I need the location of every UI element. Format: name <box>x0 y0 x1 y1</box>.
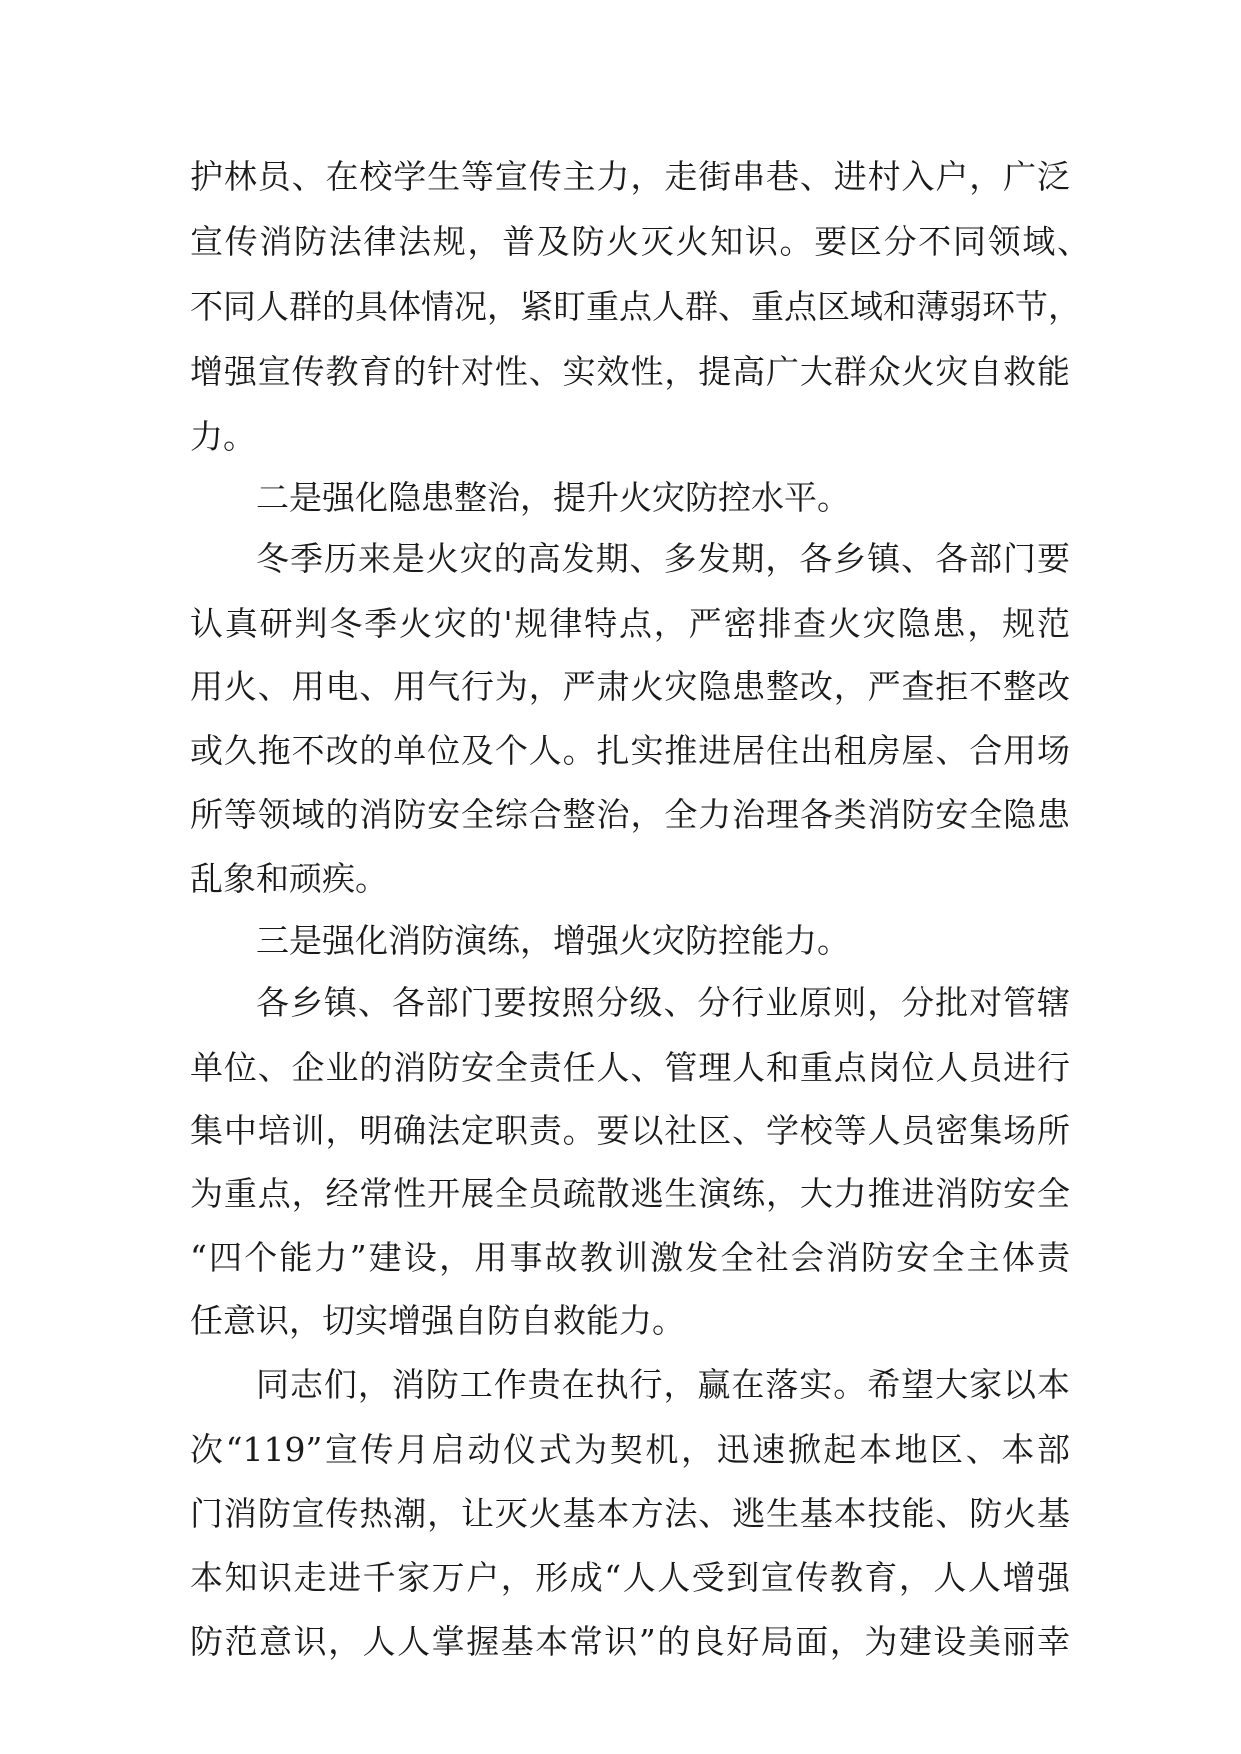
text-line: 集中培训，明确法定职责。要以社区、学校等人员密集场所 <box>190 1111 1070 1150</box>
text-line: 或久拖不改的单位及个人。扎实推进居住出租房屋、合用场 <box>190 731 1070 770</box>
text-line: 防范意识，人人掌握基本常识”的良好局面，为建设美丽幸 <box>190 1622 1070 1661</box>
text-line: 用火、用电、用气行为，严肃火灾隐患整改，严查拒不整改 <box>190 667 1070 706</box>
text-line: 同志们，消防工作贵在执行，赢在落实。希望大家以本 <box>256 1365 1070 1404</box>
text-line: 门消防宣传热潮，让灭火基本方法、逃生基本技能、防火基 <box>190 1494 1070 1533</box>
text-line: 所等领域的消防安全综合整治，全力治理各类消防安全隐患 <box>190 795 1070 834</box>
text-line: 增强宣传教育的针对性、实效性，提高广大群众火灾自救能 <box>190 352 1070 391</box>
text-line: 宣传消防法律法规，普及防火灭火知识。要区分不同领域、 <box>190 222 1090 261</box>
text-line: “四个能力”建设，用事故教训激发全社会消防安全主体责 <box>190 1238 1070 1277</box>
text-line: 次“119”宣传月启动仪式为契机，迅速掀起本地区、本部 <box>190 1430 1070 1469</box>
text-line: 为重点，经常性开展全员疏散逃生演练，大力推进消防安全 <box>190 1174 1070 1213</box>
text-line: 不同人群的具体情况，紧盯重点人群、重点区域和薄弱环节， <box>190 287 1081 326</box>
text-line: 力。 <box>190 417 256 456</box>
text-line: 各乡镇、各部门要按照分级、分行业原则，分批对管辖 <box>256 983 1070 1022</box>
text-line: 单位、企业的消防安全责任人、管理人和重点岗位人员进行 <box>190 1048 1070 1087</box>
section-heading: 二是强化隐患整治，提升火灾防控水平。 <box>256 478 850 517</box>
text-line: 本知识走进千家万户，形成“人人受到宣传教育，人人增强 <box>190 1558 1070 1597</box>
text-line: 护林员、在校学生等宣传主力，走街串巷、进村入户，广泛 <box>190 157 1070 196</box>
text-line: 冬季历来是火灾的高发期、多发期，各乡镇、各部门要 <box>256 539 1070 578</box>
text-line: 认真研判冬季火灾的'规律特点，严密排查火灾隐患，规范 <box>190 604 1070 643</box>
text-line: 乱象和顽疾。 <box>190 859 388 898</box>
text-line: 任意识，切实增强自防自救能力。 <box>190 1301 685 1340</box>
section-heading: 三是强化消防演练，增强火灾防控能力。 <box>256 921 850 960</box>
